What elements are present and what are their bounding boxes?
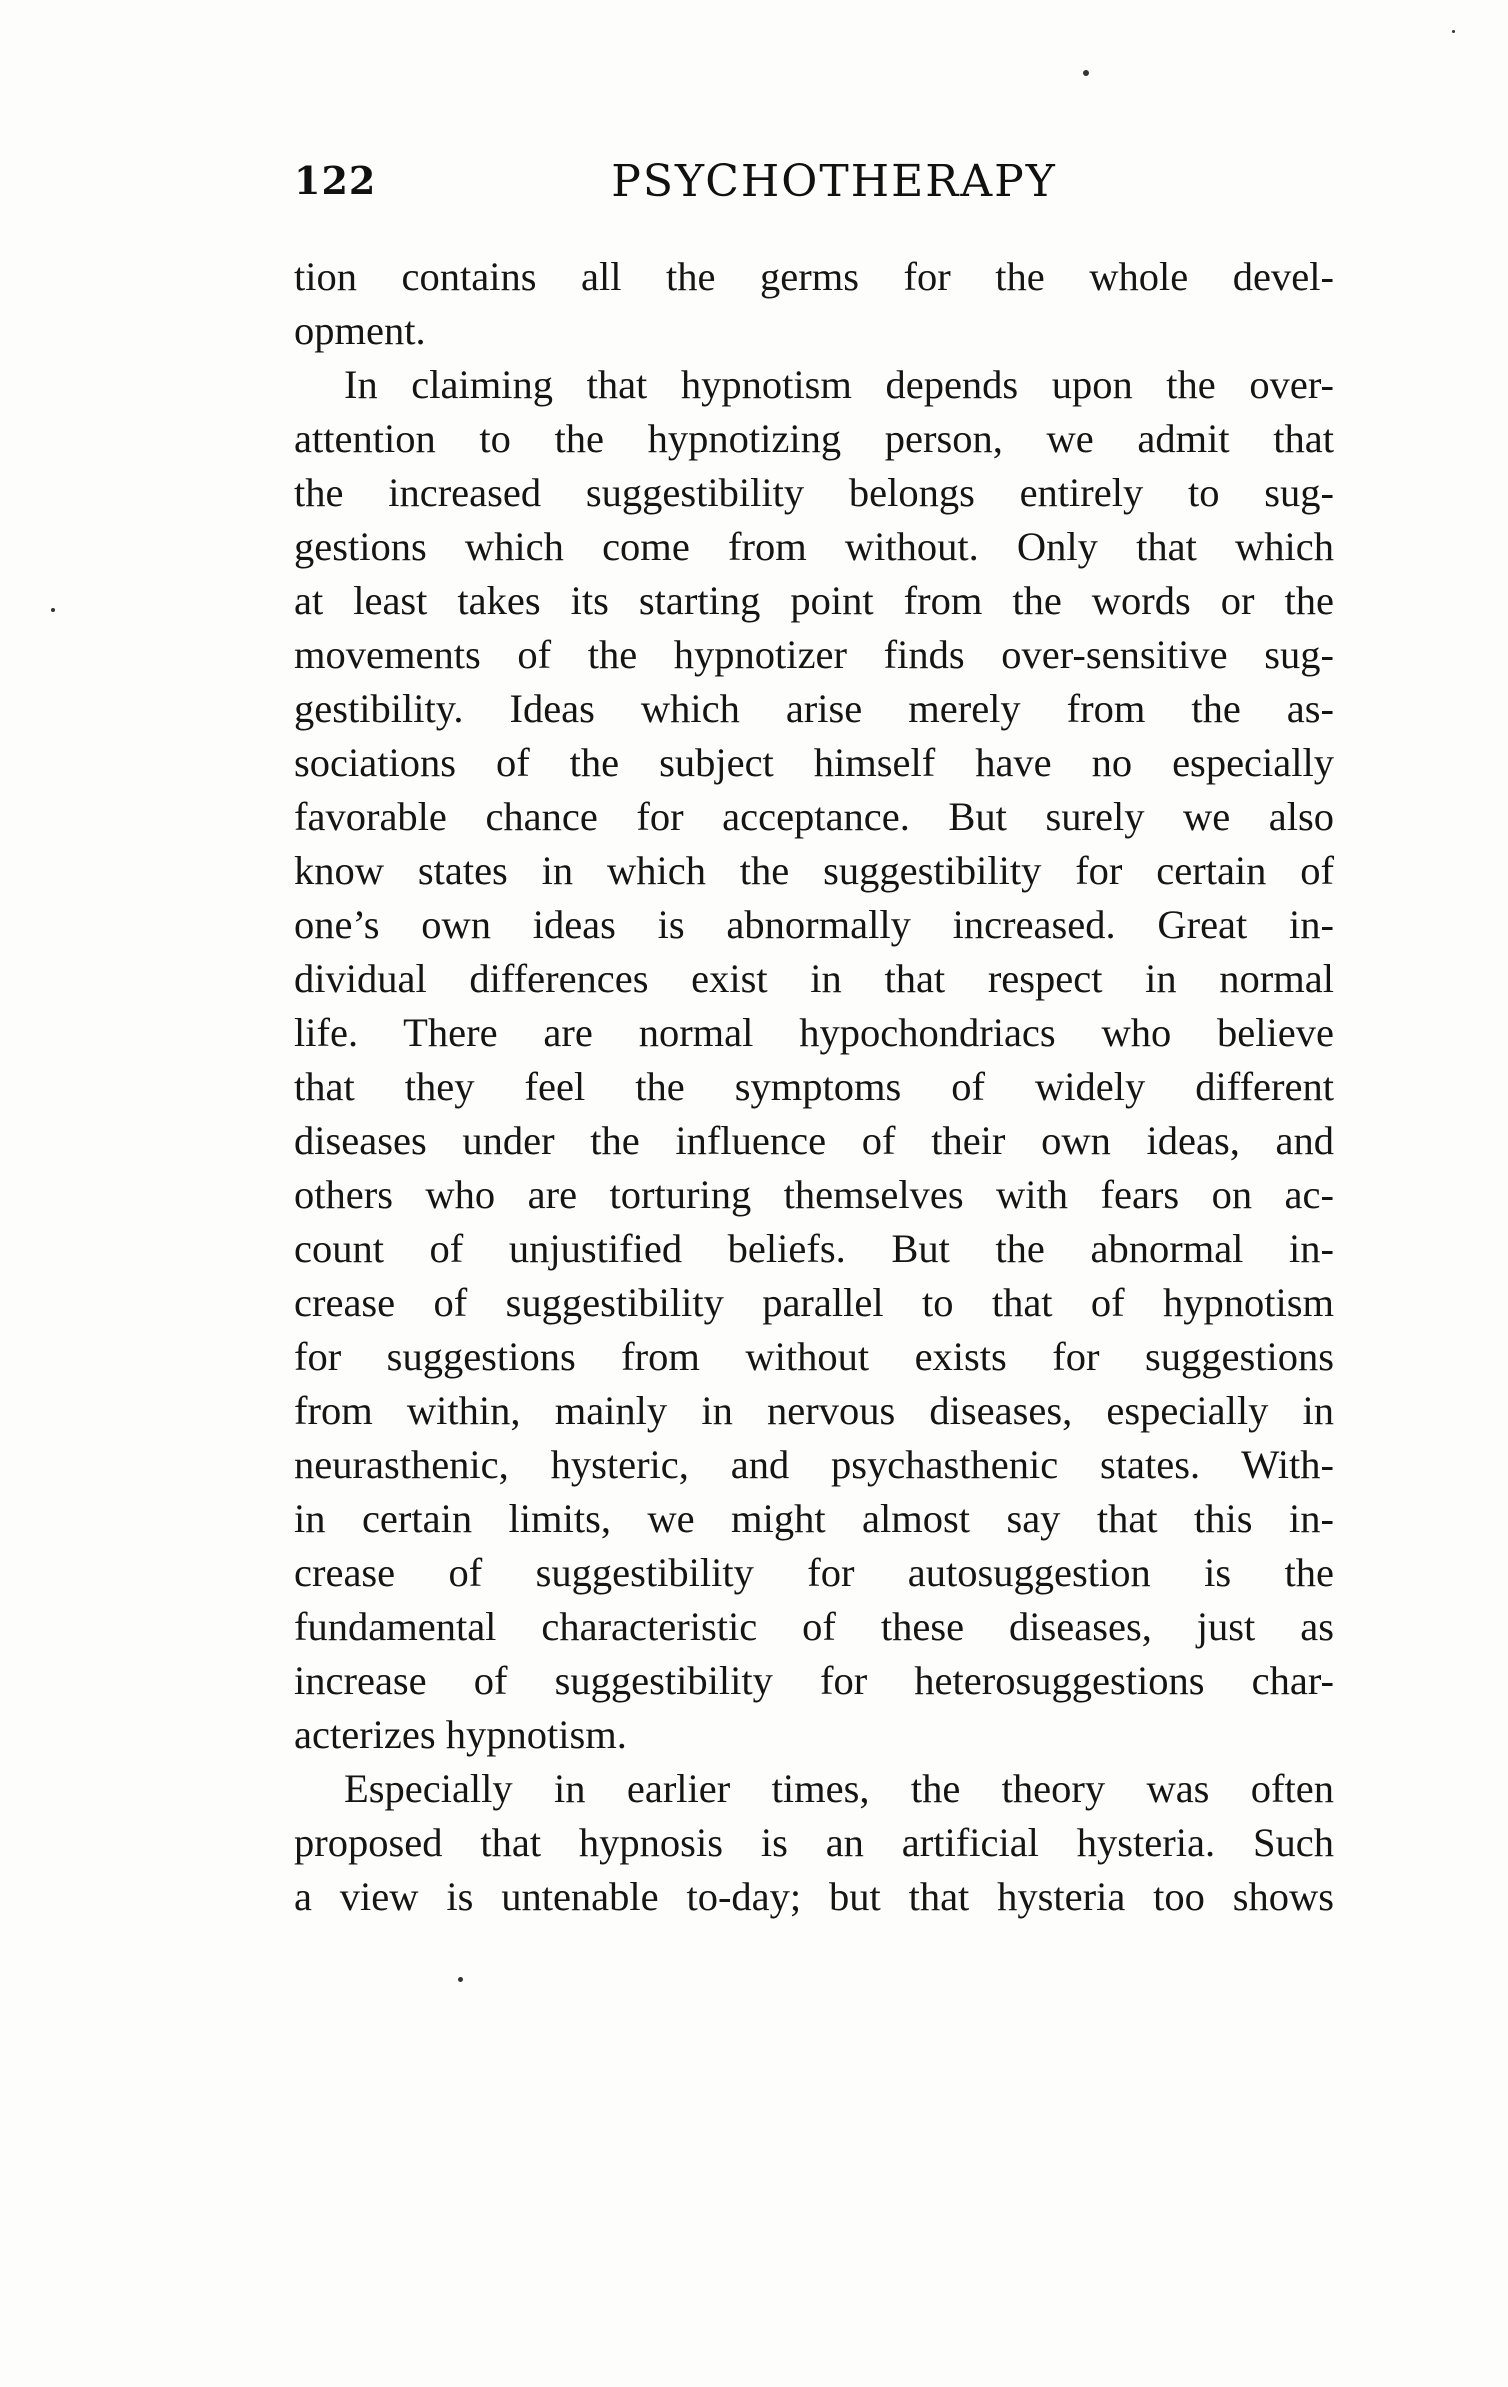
text-line: gestibility. Ideas which arise merely from the as- — [294, 686, 1334, 731]
text-line: in certain limits, we might almost say that this in- — [294, 1496, 1334, 1541]
text-line: diseases under the influence of their own ideas, and — [294, 1118, 1334, 1163]
scan-speck — [458, 1977, 463, 1982]
text-line: life. There are normal hypochondriacs who believe — [294, 1010, 1334, 1055]
text-line: crease of suggestibility parallel to that of hypnotism — [294, 1280, 1334, 1325]
scan-speck — [1452, 30, 1455, 33]
scan-speck — [1083, 70, 1089, 76]
text-line: acterizes hypnotism. — [294, 1712, 627, 1757]
text-line: from within, mainly in nervous diseases, especially in — [294, 1388, 1334, 1433]
text-line: one’s own ideas is abnormally increased. Great in- — [294, 902, 1334, 947]
text-line: the increased suggestibility belongs entirely to sug- — [294, 470, 1334, 515]
text-line: movements of the hypnotizer finds over-sensitive sug- — [294, 632, 1334, 677]
scan-speck — [51, 608, 55, 612]
text-line: for suggestions from without exists for suggestions — [294, 1334, 1334, 1379]
body-text — [294, 250, 1334, 1924]
text-line: tion contains all the germs for the whole devel- — [294, 254, 1334, 299]
text-line: count of unjustified beliefs. But the abnormal in- — [294, 1226, 1334, 1271]
text-line: fundamental characteristic of these diseases, just as — [294, 1604, 1334, 1649]
text-line: attention to the hypnotizing person, we admit that — [294, 416, 1334, 461]
paragraph-start-line: In claiming that hypnotism depends upon the over- — [344, 362, 1334, 407]
text-line: crease of suggestibility for autosuggestion is the — [294, 1550, 1334, 1595]
page-number: 122 — [294, 158, 377, 203]
text-line: that they feel the symptoms of widely different — [294, 1064, 1334, 1109]
text-line: others who are torturing themselves with fears on ac- — [294, 1172, 1334, 1217]
paragraph-start-line: Especially in earlier times, the theory was often — [344, 1766, 1334, 1811]
text-line: a view is untenable to-day; but that hysteria too shows — [294, 1874, 1334, 1919]
text-line: sociations of the subject himself have no especially — [294, 740, 1334, 785]
text-line: gestions which come from without. Only that which — [294, 524, 1334, 569]
text-line: at least takes its starting point from the words or the — [294, 578, 1334, 623]
text-line: favorable chance for acceptance. But surely we also — [294, 794, 1334, 839]
running-title: PSYCHOTHERAPY — [611, 156, 1057, 207]
text-line: increase of suggestibility for heterosuggestions char- — [294, 1658, 1334, 1703]
text-line: know states in which the suggestibility for certain of — [294, 848, 1334, 893]
text-line: dividual differences exist in that respect in normal — [294, 956, 1334, 1001]
page-header — [294, 150, 1334, 220]
text-line: neurasthenic, hysteric, and psychasthenic states. With- — [294, 1442, 1334, 1487]
text-line: opment. — [294, 308, 426, 353]
text-line: proposed that hypnosis is an artificial hysteria. Such — [294, 1820, 1334, 1865]
